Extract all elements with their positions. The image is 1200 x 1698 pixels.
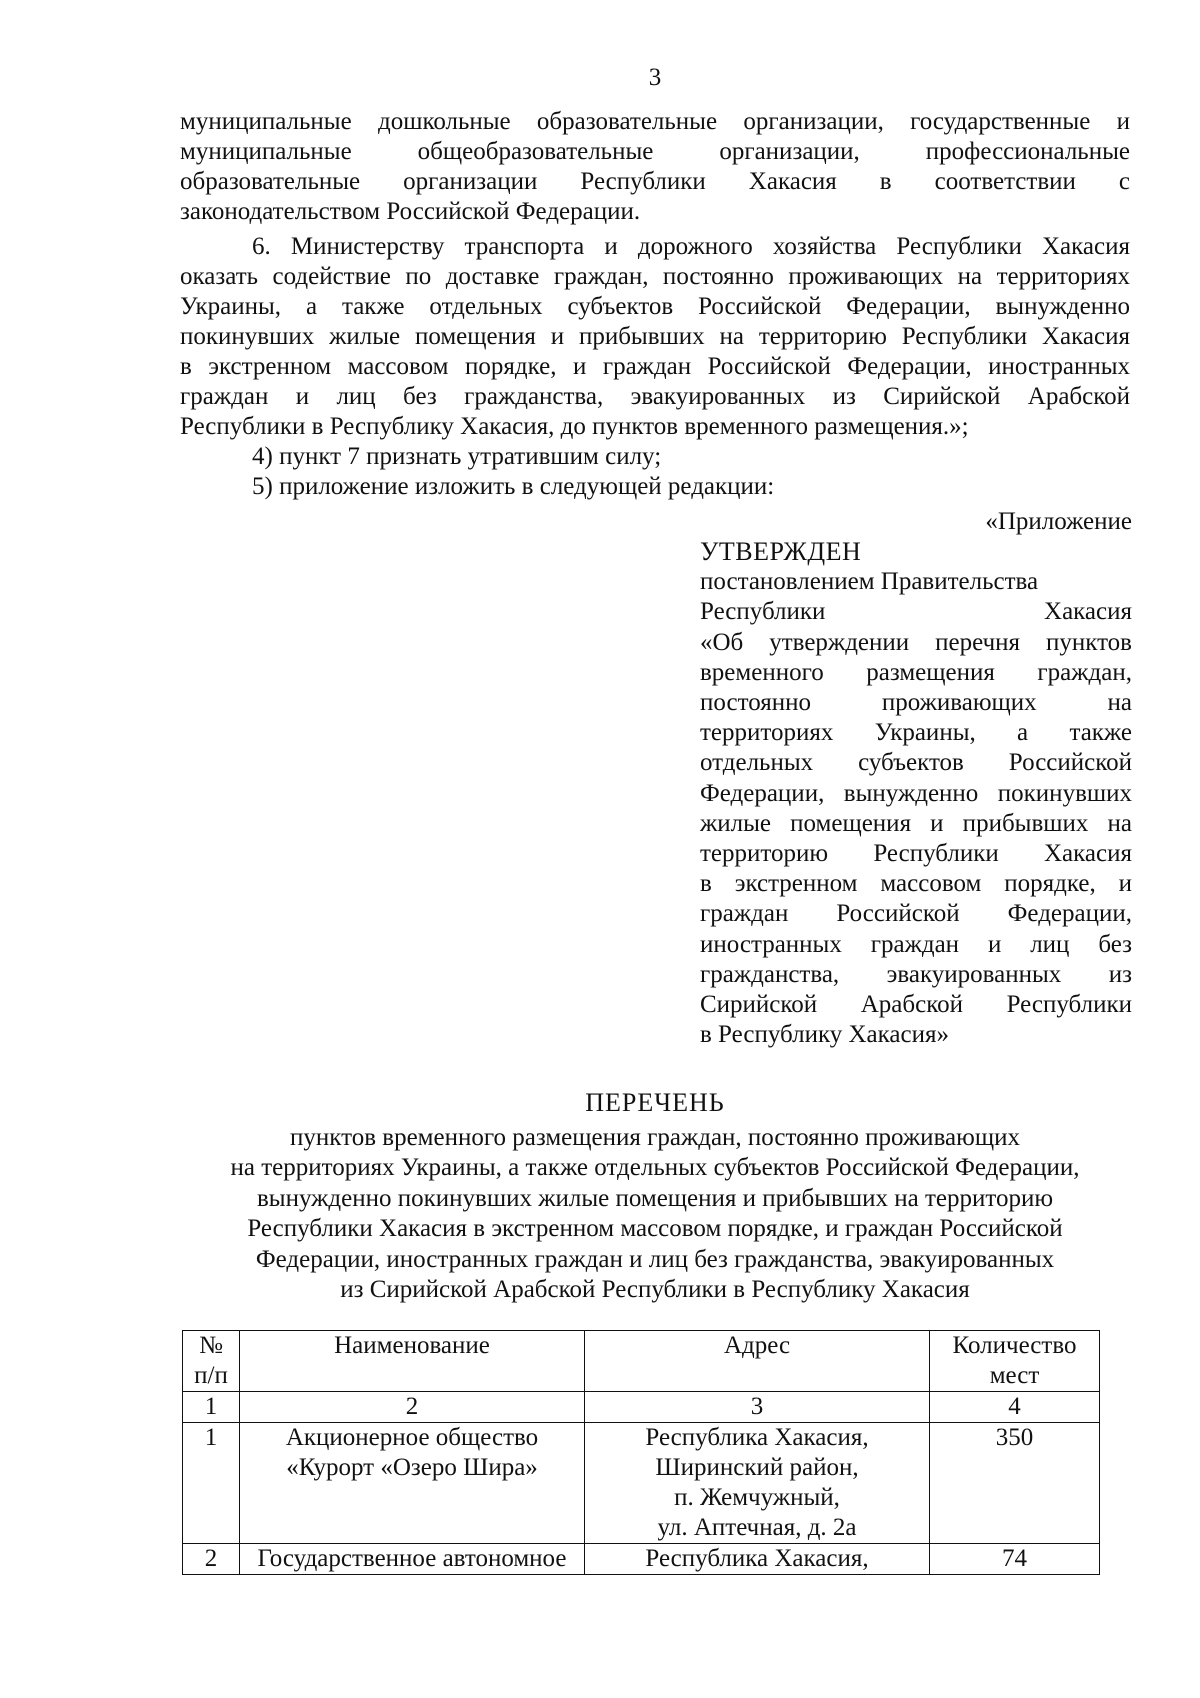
row-name: Акционерное общество «Курорт «Озеро Шира» xyxy=(240,1423,585,1544)
item-6-line: граждан и лиц без гражданства, эвакуированных из Сирийской Арабской xyxy=(180,383,1130,410)
item-6-line: Республики в Республику Хакасия, до пунктов временного размещения.»; xyxy=(180,413,969,440)
appendix-label: «Приложение xyxy=(985,508,1132,535)
item-6-line: покинувших жилые помещения и прибывших на территорию Республики Хакасия xyxy=(180,323,1130,350)
header-address: Адрес xyxy=(585,1331,930,1392)
intro-paragraph xyxy=(180,107,1130,227)
item-6-paragraph xyxy=(180,232,1130,502)
approved-line: в экстренном массовом порядке, и xyxy=(700,870,1132,898)
page-number: 3 xyxy=(648,64,662,91)
places-table xyxy=(182,1330,1100,1575)
approved-line: «Об утверждении перечня пунктов xyxy=(700,628,1132,656)
approved-line: территориях Украины, а также xyxy=(700,719,1132,747)
row-address: Республика Хакасия, Ширинский район, п. Жемчужный, ул. Аптечная, д. 2а xyxy=(585,1423,930,1544)
approved-block xyxy=(700,537,1132,1050)
item-6-line: Украины, а также отдельных субъектов Российской Федерации, вынужденно xyxy=(180,293,1130,320)
table-row xyxy=(183,1423,1100,1544)
column-number: 2 xyxy=(240,1392,585,1423)
row-count: 74 xyxy=(930,1544,1100,1575)
list-title-block xyxy=(180,1088,1130,1306)
list-title: ПЕРЕЧЕНЬ xyxy=(585,1088,725,1117)
row-name: Государственное автономное xyxy=(240,1544,585,1575)
list-subtitle-line: пунктов временного размещения граждан, постоянно проживающих xyxy=(290,1123,1020,1151)
intro-line: муниципальные общеобразовательные организации, профессиональные xyxy=(180,138,1130,165)
header-count: Количество мест xyxy=(930,1331,1100,1392)
list-subtitle-line: вынужденно покинувших жилые помещения и прибывших на территорию xyxy=(256,1184,1054,1212)
approved-line: временного размещения граждан, xyxy=(700,658,1132,686)
approved-line: гражданства, эвакуированных из xyxy=(700,960,1132,988)
list-subtitle-line: Федерации, иностранных граждан и лиц без гражданства, эвакуированных xyxy=(255,1245,1055,1273)
row-count: 350 xyxy=(930,1423,1100,1544)
header-number: № п/п xyxy=(183,1331,240,1392)
row-number: 2 xyxy=(183,1544,240,1575)
table-header-row xyxy=(183,1331,1100,1392)
point-4: 4) пункт 7 признать утратившим силу; xyxy=(252,443,662,470)
intro-line: законодательством Российской Федерации. xyxy=(180,198,641,225)
intro-line: образовательные организации Республики Хакасия в соответствии с xyxy=(180,168,1130,195)
approved-line: граждан Российской Федерации, xyxy=(700,900,1132,928)
item-6-line: в экстренном массовом порядке, и граждан Российской Федерации, иностранных xyxy=(180,353,1130,380)
column-number: 4 xyxy=(930,1392,1100,1423)
approved-line: постановлением Правительства xyxy=(700,568,1039,596)
column-number: 3 xyxy=(585,1392,930,1423)
list-subtitle-line: из Сирийской Арабской Республики в Республику Хакасия xyxy=(340,1276,970,1303)
approved-line: Сирийской Арабской Республики xyxy=(700,991,1132,1019)
intro-line: муниципальные дошкольные образовательные организации, государственные и xyxy=(180,108,1130,135)
list-subtitle-line: на территориях Украины, а также отдельных субъектов Российской Федерации, xyxy=(230,1154,1080,1181)
header-name: Наименование xyxy=(240,1331,585,1392)
approved-line: Республики Хакасия xyxy=(700,598,1132,626)
approved-line: постоянно проживающих на xyxy=(700,689,1132,717)
approved-line: в Республику Хакасия» xyxy=(700,1021,949,1049)
approved-heading: УТВЕРЖДЕН xyxy=(700,537,862,566)
column-number: 1 xyxy=(183,1392,240,1423)
row-address: Республика Хакасия, xyxy=(585,1544,930,1575)
row-number: 1 xyxy=(183,1423,240,1544)
approved-line: жилые помещения и прибывших на xyxy=(700,809,1132,837)
point-5: 5) приложение изложить в следующей редакции: xyxy=(252,473,775,500)
approved-line: территорию Республики Хакасия xyxy=(700,840,1132,868)
approved-line: иностранных граждан и лиц без xyxy=(700,930,1132,958)
approved-line: отдельных субъектов Российской xyxy=(700,749,1132,777)
table-row xyxy=(183,1544,1100,1575)
table-column-numbers-row xyxy=(183,1392,1100,1423)
approved-line: Федерации, вынужденно покинувших xyxy=(700,779,1132,807)
item-6-line: 6. Министерству транспорта и дорожного хозяйства Республики Хакасия xyxy=(252,233,1130,260)
item-6-line: оказать содействие по доставке граждан, постоянно проживающих на территориях xyxy=(180,263,1130,290)
list-subtitle-line: Республики Хакасия в экстренном массовом порядке, и граждан Российской xyxy=(247,1215,1063,1242)
